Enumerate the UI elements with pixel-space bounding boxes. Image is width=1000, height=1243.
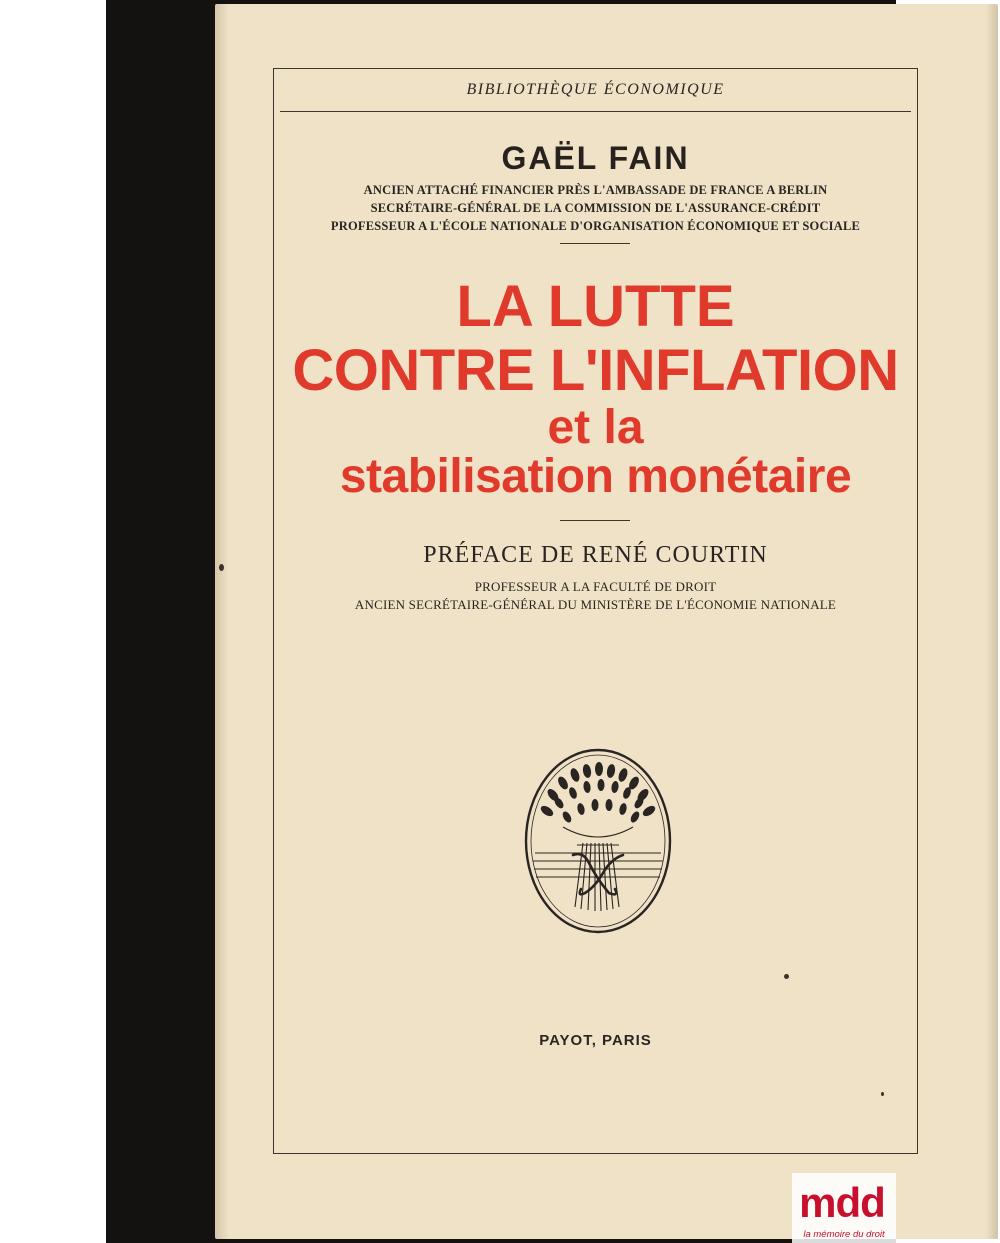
author-divider (560, 243, 630, 244)
book-cover-photo (106, 0, 899, 1243)
author-credential: SECRÉTAIRE-GÉNÉRAL DE LA COMMISSION DE L'ASSURANCE-CRÉDIT (370, 201, 821, 215)
mdd-logo-icon (792, 1173, 896, 1243)
preface-credential: ANCIEN SECRÉTAIRE-GÉNÉRAL DU MINISTÈRE DE L'ÉCONOMIE NATIONALE (354, 597, 837, 612)
author-credential: ANCIEN ATTACHÉ FINANCIER PRÈS L'AMBASSADE DE FRANCE A BERLIN (363, 183, 828, 197)
book-title-line: LA LUTTE (456, 274, 735, 339)
book-title-line: stabilisation monétaire (339, 450, 852, 503)
preface-author: PRÉFACE DE RENÉ COURTIN (423, 542, 768, 568)
publisher-name: PAYOT, PARIS (539, 1032, 652, 1049)
series-name: BIBLIOTHÈQUE ÉCONOMIQUE (466, 81, 725, 98)
book-title-line: et la (547, 401, 644, 454)
cover-edge-shadow-left (215, 4, 229, 1239)
publisher-emblem-icon (523, 747, 673, 935)
author-name: GAËL FAIN (501, 140, 690, 176)
cover-frame (273, 68, 918, 1154)
cover-edge-shadow-right (986, 4, 998, 1239)
book-cover (215, 4, 998, 1239)
paper-speck (219, 564, 224, 571)
series-divider (280, 111, 911, 112)
title-divider (560, 520, 630, 521)
svg-text:la mémoire du droit: la mémoire du droit (803, 1229, 885, 1240)
svg-text:mdd: mdd (799, 1179, 885, 1226)
book-title-line: CONTRE L'INFLATION (292, 338, 899, 403)
preface-credential: PROFESSEUR A LA FACULTÉ DE DROIT (474, 579, 717, 594)
author-credential: PROFESSEUR A L'ÉCOLE NATIONALE D'ORGANISATION ÉCONOMIQUE ET SOCIALE (330, 219, 861, 233)
